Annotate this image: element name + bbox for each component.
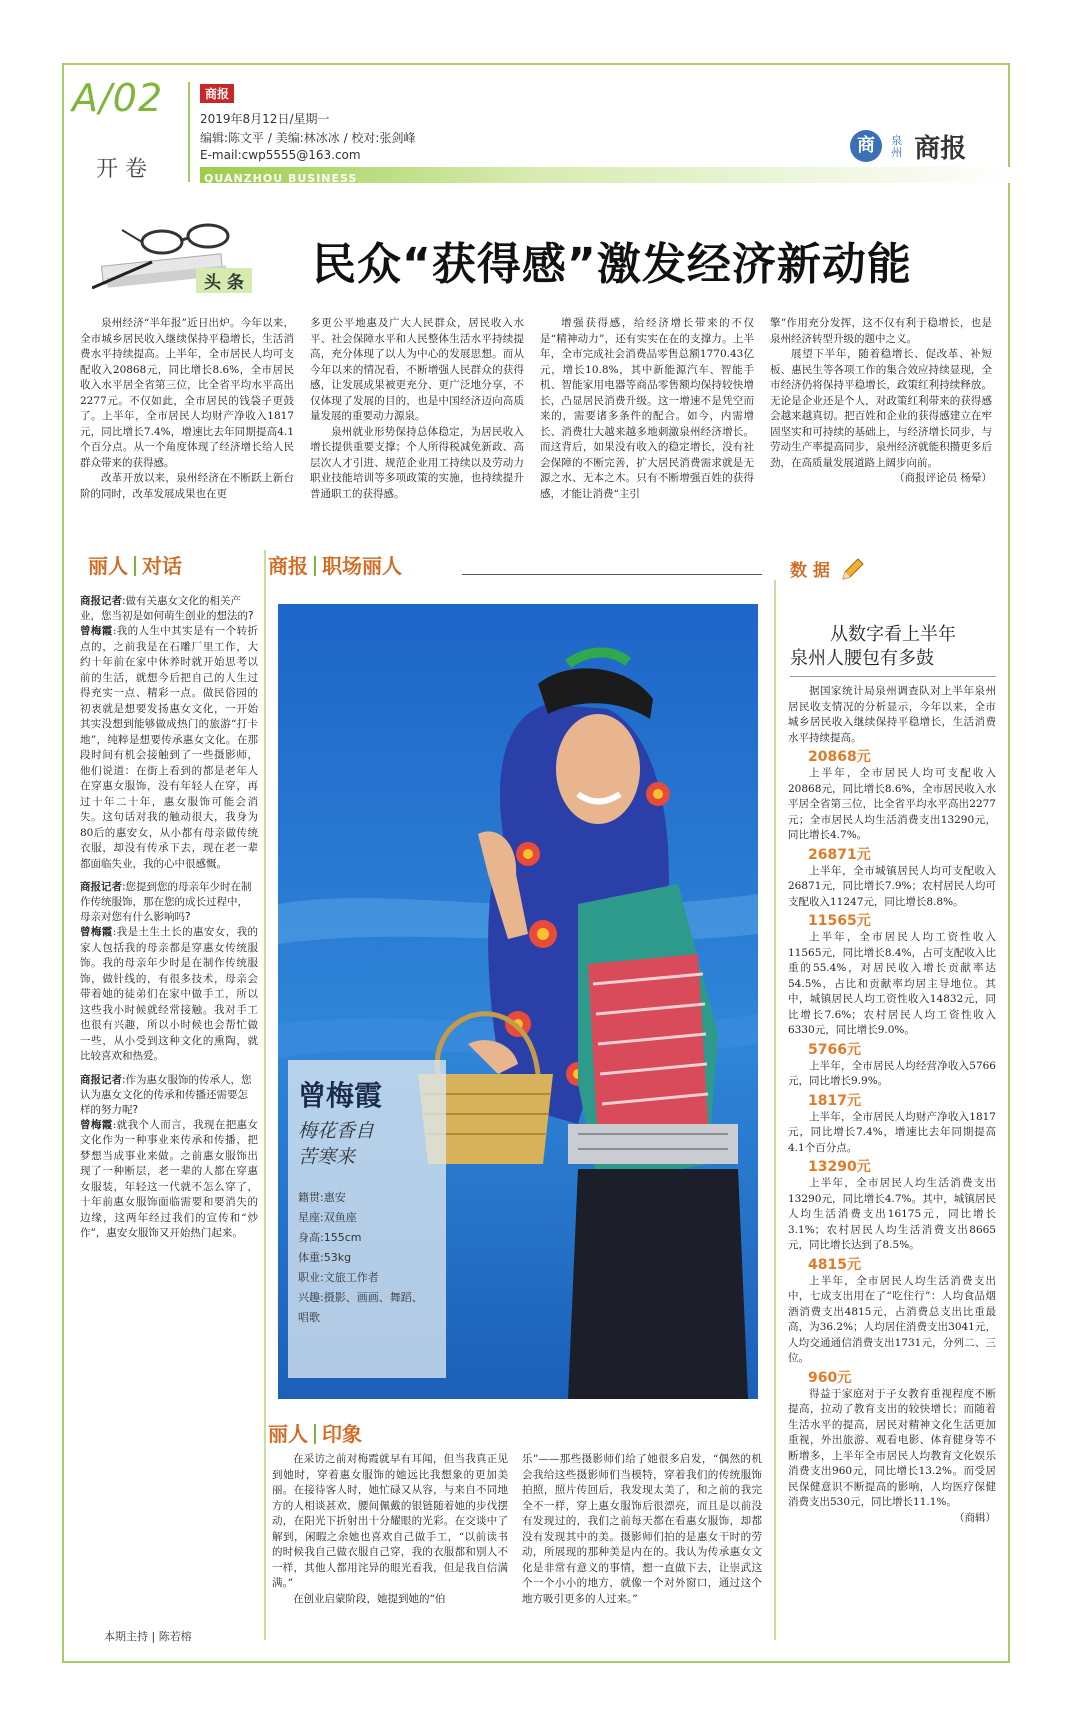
- profile-slogan-2: 苦寒来: [298, 1146, 356, 1168]
- profile-hobbies: 兴趣:摄影、画画、舞蹈、: [298, 1291, 423, 1304]
- qa-question: [80, 594, 258, 624]
- profile-name: 曾梅霞: [298, 1079, 383, 1112]
- dialogue-header-a: 丽人: [88, 554, 128, 578]
- headline-col-1: [80, 316, 294, 502]
- header-bar: [134, 556, 136, 576]
- right-divider: [774, 580, 776, 1640]
- headline-byline: （商报评论员 杨晕）: [894, 472, 992, 484]
- data-title-1: 从数字看上半年: [830, 624, 956, 645]
- qa-a-text: :我的人生中其实是有一个转折点的，之前我是在石雕厂里工作，大约十年前在家中休养时就开始思考以前的生活，就想今后把自己的人生过得充实一点、精彩一点。做民俗园的初衷就是想要发扬惠女文化，一开始其实没想到能够做成热门的旅游“打卡地”，纯粹是想要传承惠女文化。在那段时间有机会接触到了一些摄影师，他们说道：在街上看到的都是老年人在穿惠女服饰，没有年轻人在穿，再过十年二十年，惠女服饰可能会消失。这句话对我的触动很大，我身为80后的惠安女，从小都有母亲做传统衣服，却没有传承下去，现在老一辈都面临失业，我的心中很感慨。: [80, 625, 258, 870]
- qa-q-text: :作为惠女服饰的传承人，您认为惠女文化的传承和传播还需要怎样的努力呢?: [80, 1073, 252, 1116]
- stat-value: 1817元: [808, 1092, 861, 1109]
- headline-paragraph: 改革开放以来，泉州经济在不断跃上新台阶的同时，改革发展成果也在更: [80, 472, 294, 500]
- stat-value: 960元: [808, 1369, 852, 1386]
- headline-title: 民众“获得感”激发经济新动能: [312, 239, 912, 290]
- host-credit: 本期主持 | 陈若榕: [104, 1630, 192, 1643]
- stat-text: 上半年，全市居民人均工资性收入11565元，同比增长8.4%，占可支配收入比重的55.4%，对居民收入增长贡献率达54.5%，占比和贡献率均居主导地位。其中，城镇居民人均工资性收入14832元，同比增长7.6%；农村居民人均工资性收入6330元，同比增长9.0%。: [788, 931, 996, 1036]
- data-header: [790, 556, 865, 587]
- qa-a-label: 曾梅霞: [80, 1118, 113, 1131]
- dialogue-header-b: 对话: [142, 554, 182, 578]
- qa-q-label: 商报记者: [80, 1073, 122, 1086]
- stat-text: 上半年，全市居民人均生活消费支出中，七成支出用在了“吃住行”：人均食品烟酒消费支出4815元，占消费总支出比重最高，为36.2%；人均居住消费支出3041元，人均交通通信消费支出1731元，分列二、三位。: [788, 1274, 996, 1364]
- profile-hobbies-cont: 唱歌: [298, 1311, 320, 1324]
- paper-logo-text: 商报: [205, 87, 230, 101]
- masthead-divider: [188, 82, 190, 182]
- editor-credits: 编辑:陈文平 / 美编:林冰冰 / 校对:张剑峰: [200, 131, 416, 145]
- impression-header-b: 印象: [322, 1422, 362, 1446]
- workplace-header-b: 职场丽人: [322, 554, 402, 578]
- profile-height: 身高:155cm: [298, 1231, 362, 1244]
- header-bar: [314, 556, 316, 576]
- profile-slogan-1: 梅花香自: [298, 1120, 375, 1142]
- brand-small: 泉州: [891, 133, 903, 159]
- dialogue-column: [80, 594, 258, 1242]
- data-credit: （商辑）: [954, 1511, 996, 1524]
- headline-paragraph: 展望下半年，随着稳增长、促改革、补短板、惠民生等各项工作的集合效应持续显现，全市经济仍将保持平稳增长，政策红利持续释放。无论是企业还是个人，对政策红利带来的获得感会越来越真切。把百姓和企业的获得感建立在牢固坚实和可持续的基础上，与经济增长同步，与劳动生产率提高同步，泉州经济就能积攒更多后劲，在高质量发展道路上阔步向前。: [770, 348, 992, 469]
- brand-name: 商报: [914, 134, 967, 164]
- brand-logo: [850, 128, 966, 165]
- impression-col-1: [272, 1452, 508, 1607]
- workplace-header-a: 商报: [268, 554, 308, 578]
- impression-header: [268, 1418, 362, 1447]
- lead-tag: 头 条: [196, 268, 252, 293]
- stat-text: 上半年，全市居民人均生活消费支出13290元，同比增长4.7%。其中，城镇居民人均生活消费支出16175元，同比增长3.1%；农村居民人均生活消费支出8665元，同比增长达到了8.5%。: [788, 1177, 996, 1251]
- page-number: A/02: [72, 76, 164, 120]
- stat-text: 上半年，全市城镇居民人均可支配收入26871元，同比增长7.9%；农村居民人均可支配收入11247元，同比增长8.8%。: [788, 864, 996, 908]
- headline-paragraph: 擎”作用充分发挥，这不仅有利于稳增长，也是泉州经济转型升级的题中之义。: [770, 317, 992, 345]
- qa-q-label: 商报记者: [80, 595, 122, 607]
- headline-col-2: [310, 316, 524, 502]
- header-bar: [314, 1424, 316, 1444]
- qa-answer: [80, 1118, 258, 1242]
- section-name: 开 卷: [96, 157, 147, 182]
- qa-answer: [80, 925, 258, 1065]
- qa-a-text: :我是土生土长的惠安女，我的家人包括我的母亲都是穿惠女传统服饰。我的母亲年少时是在制作传统服饰，做针线的，有很多技术，母亲会带着她的徒弟们在家中做手工，所以这些我小时候就经常接触。我对手工也很有兴趣，所以小时候也会帮忙做一些，从小受到这种文化的熏陶，就比较喜欢和热爱。: [80, 926, 258, 1062]
- profile-hometown: 籍贯:惠安: [298, 1191, 346, 1204]
- qa-q-label: 商报记者: [80, 881, 122, 893]
- data-column: [788, 684, 996, 1526]
- stat-value: 5766元: [808, 1041, 861, 1058]
- english-banner-text: QUANZHOU BUSINESS: [204, 172, 358, 185]
- data-header-text: 数 据: [790, 561, 830, 581]
- stat-text: 得益于家庭对于子女教育重视程度不断提高，拉动了教育支出的较快增长；而随着生活水平的提高，居民对精神文化生活更加重视，外出旅游、观看电影、体育健身等不断增多，上半年全市居民人均教育文化娱乐消费支出960元，同比增长13.2%。而受居民保健意识不断提高的影响，人均医疗保健消费支出530元，同比增长11.1%。: [788, 1387, 996, 1508]
- left-divider: [264, 550, 266, 1640]
- headline-paragraph: 多更公平地惠及广大人民群众，居民收入水平、社会保障水平和人民整体生活水平持续提高，充分体现了以人为中心的发展思想。而从今年以来的情况看，不断增强人民群众的获得感，让发展成果被更充分、更广泛地分享，不仅体现了发展的目的，也是中国经济迈向高质量发展的重要动力源泉。: [310, 317, 524, 422]
- profile-weight: 体重:53kg: [298, 1251, 352, 1264]
- impression-paragraph: 在创业启蒙阶段，她提到她的“伯: [293, 1592, 446, 1605]
- qa-a-text: :就我个人而言，我现在把惠女文化作为一种事业来传承和传播，把梦想当成事业来做。之前惠女服饰出现了一种断层，老一辈的人都在穿惠女服装，年轻这一代就不怎么穿了，十年前惠女服饰面临需要和要消失的边缘，这两年经过我们的宣传和“炒作”，惠安女服饰又开始热门起来。: [80, 1118, 258, 1239]
- stat-value: 4815元: [808, 1256, 861, 1273]
- stat-text: 上半年，全市居民人均经营净收入5766元，同比增长9.9%。: [788, 1059, 996, 1087]
- impression-col-2: [522, 1452, 762, 1607]
- impression-header-a: 丽人: [268, 1422, 308, 1446]
- profile-card: [288, 1060, 446, 1378]
- qa-a-label: 曾梅霞: [80, 625, 113, 637]
- headline-col-3: [540, 316, 754, 502]
- stat-text: 上半年，全市居民人均可支配收入20868元，同比增长8.6%，全市居民收入水平居全省第三位，比全省平均水平高出2277元；全市居民人均生活消费支出13290元，同比增长4.7%。: [788, 767, 996, 841]
- headline-paragraph: 增强获得感，给经济增长带来的不仅是“精神动力”，还有实实在在的支撑力。上半年，全市完成社会消费品零售总额1770.43亿元，增长10.8%，其中新能源汽车、智能手机、智能家用电器等商品零售额均保持较快增长，凸显居民消费升级。这一增速不是凭空而来的，需要诸多条件的配合。如今，内需增长、消费壮大越来越多地刺激泉州经济增长。而这背后，如果没有收入的稳定增长，没有社会保障的不断完善，扩大居民消费需求就是无源之水、无本之木。只有不断增强百姓的获得感，才能让消费“主引: [540, 317, 754, 500]
- paper-logo-small: [200, 84, 234, 103]
- headline-paragraph: 泉州就业形势保持总体稳定，为居民收入增长提供重要支撑；个人所得税减免新政、高层次人才引进、规范企业用工持续以及劳动力职业技能培训等多项政策的实施，也持续提升普通职工的获得感。: [310, 425, 524, 500]
- headline-paragraph: 泉州经济“半年报”近日出炉。今年以来，全市城乡居民收入继续保持平稳增长，生活消费水平持续提高。上半年，全市居民人均可支配收入20868元，同比增长8.6%，全市居民收入水平居全省第三位，比全省平均水平高出2277元。不仅如此，全市居民的钱袋子更鼓了。上半年，全市居民人均财产净收入1817元，同比增长7.4%，增速比去年同期提高4.1个百分点。从一个角度体现了经济增长给人民群众带来的获得感。: [80, 317, 294, 469]
- headline-col-4: [770, 316, 992, 487]
- profile-zodiac: 星座:双鱼座: [298, 1211, 357, 1224]
- profile-job: 职业:文旅工作者: [298, 1271, 379, 1284]
- stat-value: 11565元: [808, 913, 871, 929]
- workplace-rule: [462, 574, 762, 575]
- stat-value: 26871元: [808, 846, 871, 863]
- qa-a-label: 曾梅霞: [80, 926, 113, 938]
- qa-q-text: :您提到您的母亲年少时在制作传统服饰，那在您的成长过程中，母亲对您有什么影响吗?: [80, 881, 252, 923]
- english-banner: [200, 167, 1020, 183]
- stat-text: 上半年，全市居民人均财产净收入1817元，同比增长7.4%，增速比去年同期提高4.1个百分点。: [788, 1110, 996, 1154]
- issue-date: 2019年8月12日/星期一: [200, 112, 330, 126]
- data-intro: 据国家统计局泉州调查队对上半年泉州居民收支情况的分析显示，今年以来，全市城乡居民收入继续保持平稳增长，生活消费水平持续提高。: [788, 685, 996, 744]
- email-address[interactable]: E-mail:cwp5555@163.com: [200, 148, 361, 162]
- qa-answer: [80, 624, 258, 872]
- dialogue-header: [88, 550, 182, 579]
- impression-paragraph: 在采访之前对梅霞就早有耳闻，但当我真正见到她时，穿着惠女服饰的她远比我想象的更加美丽。在接待客人时，她忙碌又从容，与来自不同地方的人相谈甚欢，腰间佩戴的银链随着她的步伐摆动，在阳光下折射出十分耀眼的光彩。在交谈中了解到，闲暇之余她也喜欢自己做手工，“以前读书的时候我自己做衣服自己穿，我的衣服都和别人不一样，其他人都用诧异的眼光看我，但是我自信满满。”: [272, 1453, 508, 1589]
- data-title-2: 泉州人腰包有多鼓: [790, 648, 934, 669]
- qa-question: [80, 880, 258, 925]
- data-title-rule: [790, 676, 996, 677]
- stat-value: 20868元: [808, 749, 871, 765]
- profile-details: [298, 1188, 444, 1328]
- stat-value: 13290元: [808, 1159, 871, 1175]
- workplace-header: [268, 550, 402, 579]
- pencil-icon: [839, 557, 865, 587]
- qa-q-text: :做有关惠女文化的相关产业，您当初是如何萌生创业的想法的?: [80, 595, 254, 622]
- qa-question: [80, 1073, 258, 1118]
- impression-paragraph: 乐”——那些摄影师们给了她很多启发，“偶然的机会我给这些摄影师们当模特，穿着我们的传统服饰拍照，照片传回后，我发现太美了，和之前的我完全不一样，穿上惠女服饰后很漂亮，而且是以前没有发现过的，我们之前每天都在看惠女服饰，却都没有发现其中的美。摄影师们拍的是惠女干时的劳动，所展现的那种美是内在的。我认为传承惠女文化是非常有意义的事情，想一直做下去，让崇武这个一个小小的地方，就像一个对外窗口，通过这个地方吸引更多的人过来。”: [522, 1453, 762, 1605]
- brand-circle: 商: [850, 130, 882, 162]
